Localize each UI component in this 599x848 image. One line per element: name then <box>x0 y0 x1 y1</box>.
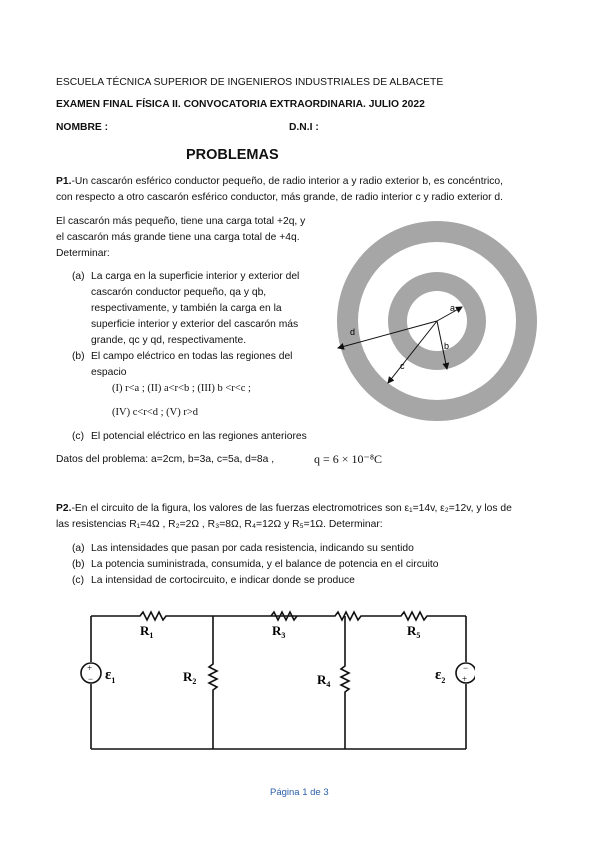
p1-regions-line1: (I) r<a ; (II) a<r<b ; (III) b <r<c ; <box>112 383 251 394</box>
p1-lead: P1. <box>56 176 72 187</box>
page-number: Página 1 de 3 <box>270 787 329 798</box>
p1-c-marker: (c) <box>72 431 85 442</box>
label-d: d <box>350 327 356 337</box>
school-name: ESCUELA TÉCNICA SUPERIOR DE INGENIEROS INDUSTRIALES DE ALBACETE <box>56 77 444 88</box>
p1-a-line1: La carga en la superficie interior y exterior del <box>91 271 300 282</box>
section-title: PROBLEMAS <box>186 147 279 163</box>
p2-intro-line1 <box>56 503 512 514</box>
p1-q-value: q = 6 × 10⁻⁸C <box>314 452 383 466</box>
circuit-diagram <box>70 602 475 762</box>
p2-c-marker: (c) <box>72 575 85 586</box>
p1-a-marker: (a) <box>72 271 85 282</box>
label-a: a <box>450 303 456 313</box>
label-b: b <box>444 341 450 351</box>
p1-regions-line2: (IV) c<r<d ; (V) r>d <box>112 407 198 418</box>
p2-a-text: Las intensidades que pasan por cada resistencia, indicando su sentido <box>91 543 414 554</box>
p1-a-line3: respectivamente, y también la carga en la <box>91 303 282 314</box>
emf1-minus: − <box>88 674 94 684</box>
label-r1: $R_1$ <box>140 623 154 640</box>
p1-intro-line1 <box>56 176 503 187</box>
emf1-plus: + <box>87 663 93 673</box>
p1-b-line1: El campo eléctrico en todas las regiones del <box>91 351 293 362</box>
p2-b-marker: (b) <box>72 559 85 570</box>
p1-c-line1: El potencial eléctrico en las regiones anteriores <box>91 431 307 442</box>
resistor-r2-branch <box>209 616 217 749</box>
p1-a-line2: cascarón conductor pequeño, qa y qb, <box>91 287 267 298</box>
p1-data: Datos del problema: a=2cm, b=3a, c=5a, d=8a , <box>56 454 275 465</box>
label-r4: $R_4$ <box>317 672 331 689</box>
p1-intro-line2: con respecto a otro cascarón esférico conductor, más grande, de radio interior c y radio exterior d. <box>56 192 503 203</box>
p1-b-marker: (b) <box>72 351 85 362</box>
p2-lead: P2. <box>56 503 72 514</box>
p1-intro1-text: -Un cascarón esférico conductor pequeño, de radio interior a y radio exterior b, es concéntrico, <box>71 176 504 187</box>
label-r2: $R_2$ <box>183 669 197 686</box>
p2-intro-line2: las resistencias R₁=4Ω , R₂=2Ω , R₃=8Ω, R₄=12Ω y R₅=1Ω. Determinar: <box>56 519 383 530</box>
dni-label: D.N.I : <box>289 122 319 133</box>
p1-determine: Determinar: <box>56 248 110 259</box>
p2-intro1-text: -En el circuito de la figura, los valores de las fuerzas electromotrices son ε₁=14v, ε₂=12v, y los de <box>71 503 512 514</box>
p1-a-line5: grande, qc y qd, respectivamente. <box>91 335 247 346</box>
concentric-shells-figure <box>326 214 550 436</box>
label-emf2: $\varepsilon_2$ <box>435 667 446 685</box>
p1-a-line4: superficie interior y exterior del cascarón más <box>91 319 299 330</box>
label-r5: $R_5$ <box>407 623 421 640</box>
label-r3: $R_3$ <box>272 623 286 640</box>
p2-a-marker: (a) <box>72 543 85 554</box>
resistor-r4-branch <box>341 616 349 749</box>
exam-title: EXAMEN FINAL FÍSICA II. CONVOCATORIA EXTRAORDINARIA. JULIO 2022 <box>56 99 425 110</box>
name-label: NOMBRE : <box>56 122 109 133</box>
p1-charge-line2: el cascarón más grande tiene una carga total de +4q. <box>56 232 300 243</box>
emf2-plus: + <box>462 674 468 684</box>
p2-c-text: La intensidad de cortocircuito, e indicar donde se produce <box>91 575 355 586</box>
label-emf1: $\varepsilon_1$ <box>105 667 116 685</box>
p2-b-text: La potencia suministrada, consumida, y el balance de potencia en el circuito <box>91 559 439 570</box>
p1-charge-line1: El cascarón más pequeño, tiene una carga total +2q, y <box>56 216 306 227</box>
emf2-minus: − <box>463 663 469 673</box>
p1-b-line2: espacio <box>91 367 127 378</box>
label-c: c <box>400 361 405 371</box>
